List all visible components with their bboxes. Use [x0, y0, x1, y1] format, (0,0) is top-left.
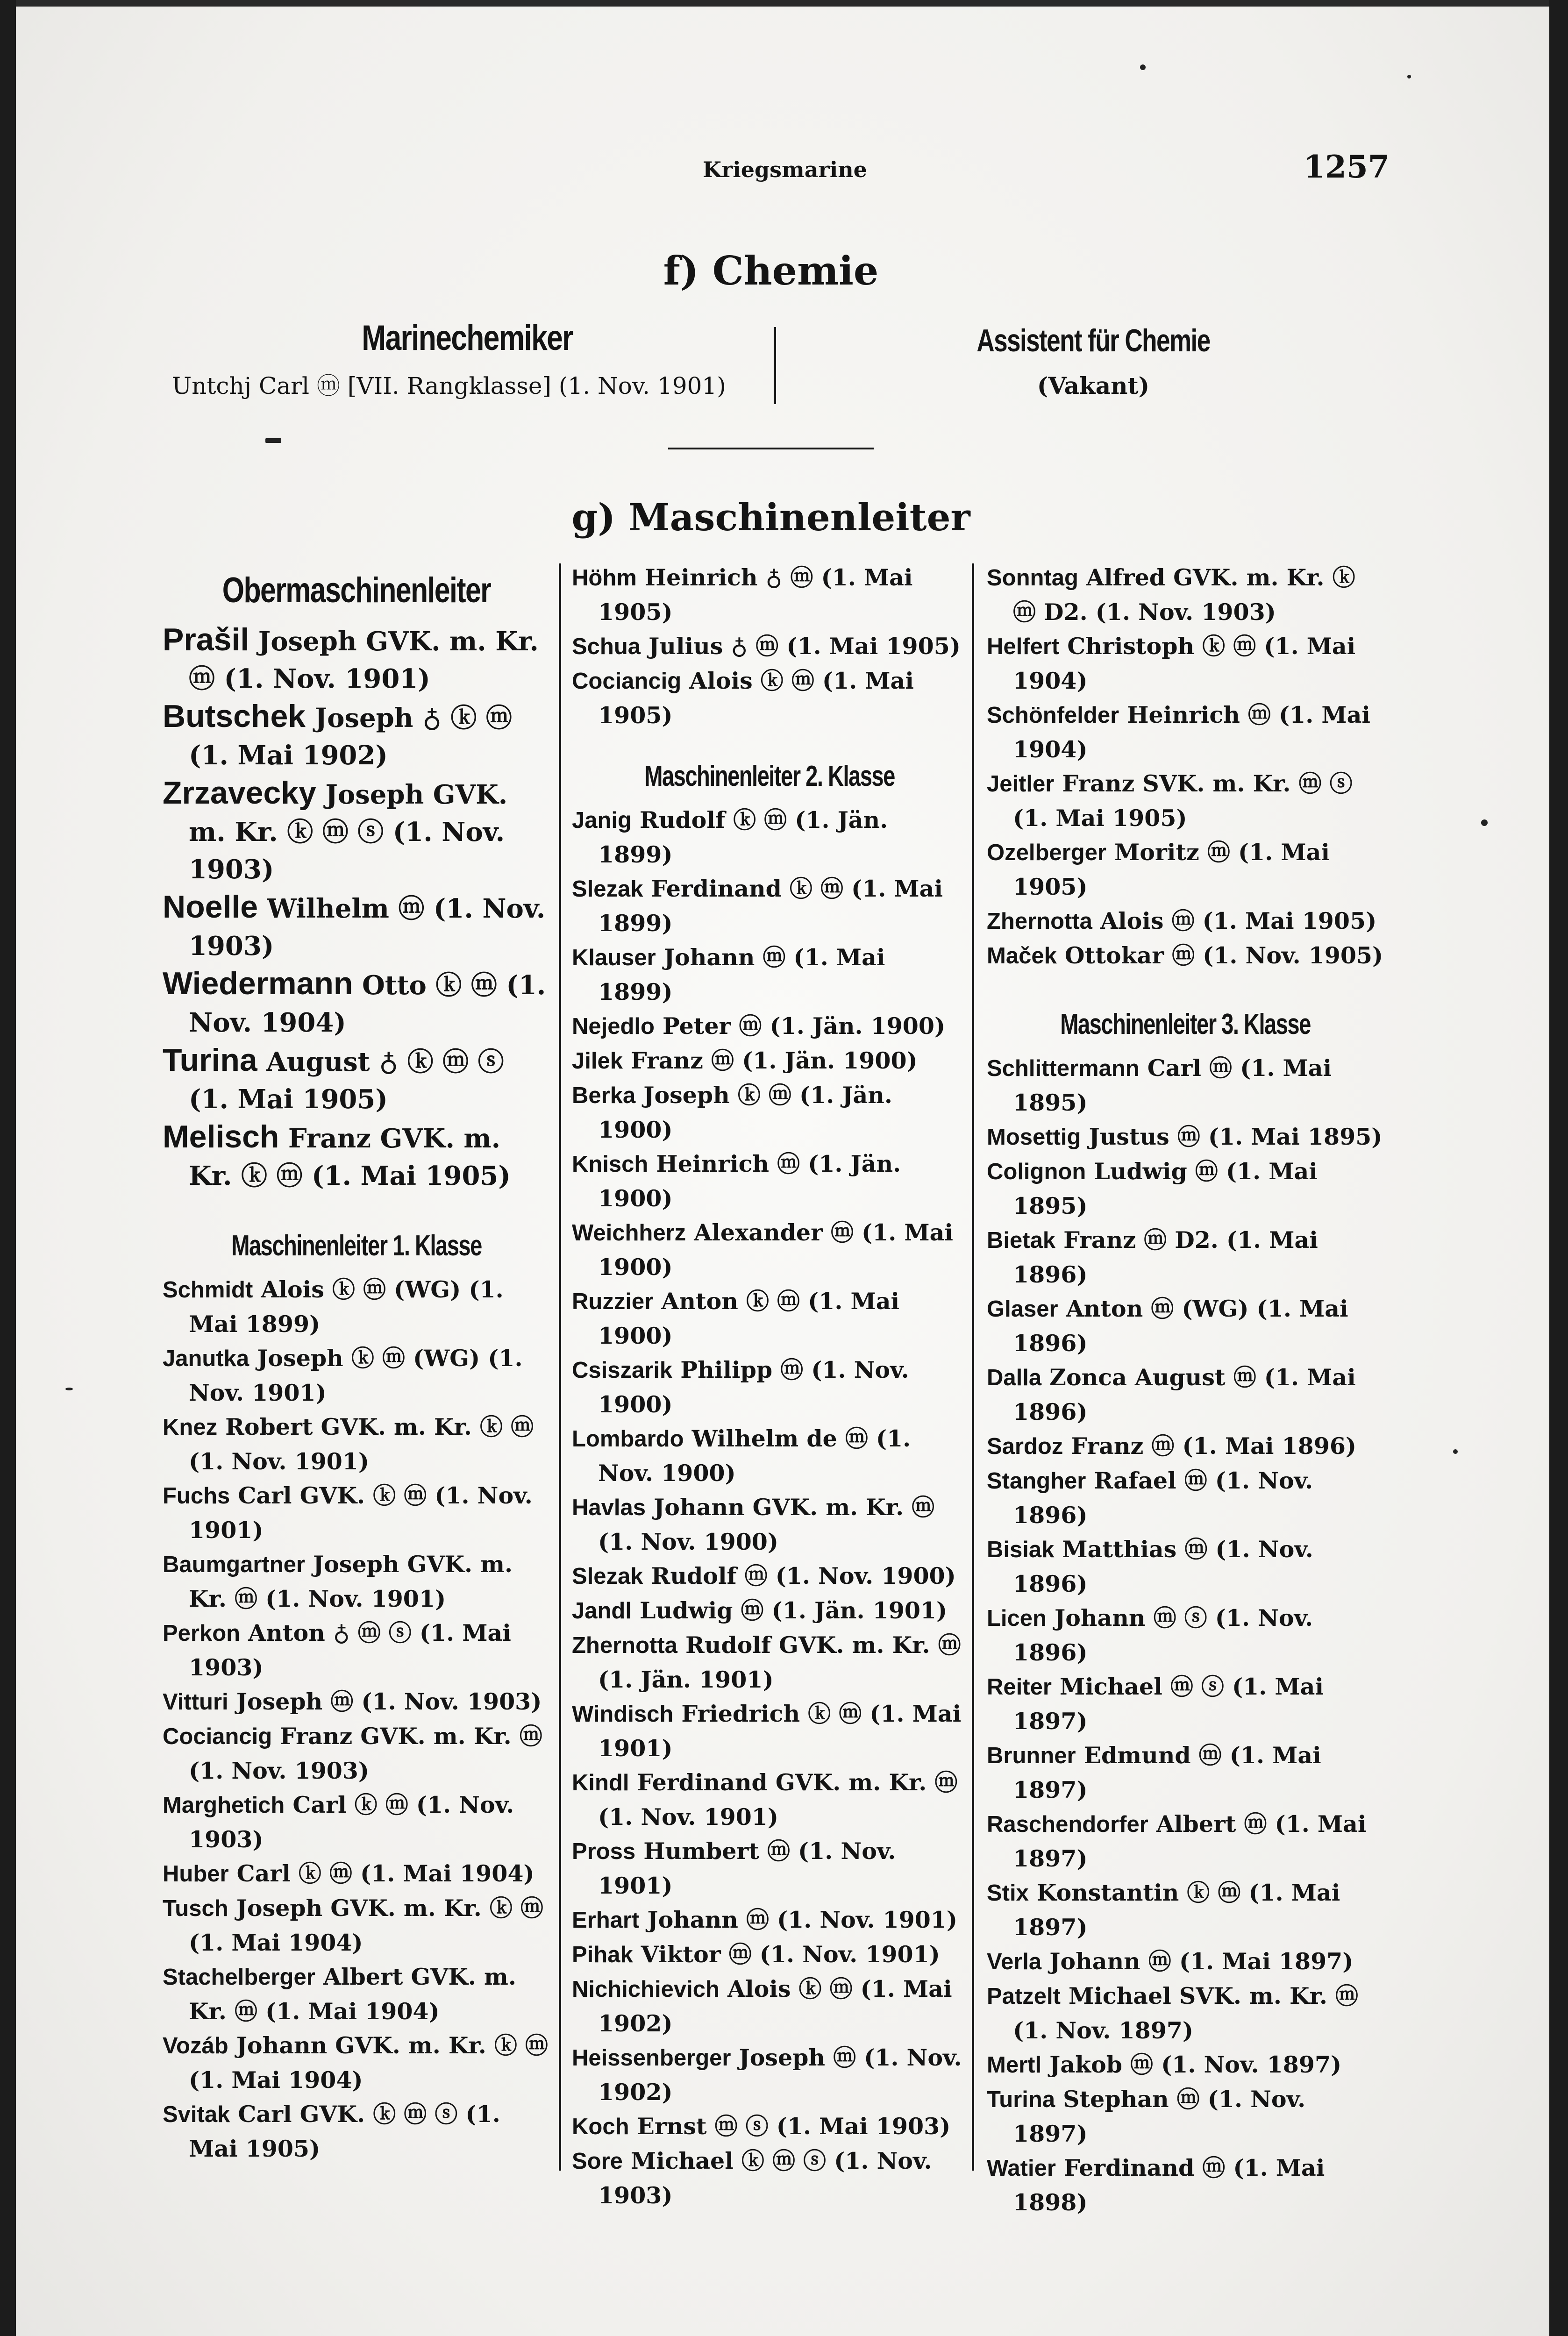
surname: Jilek	[572, 1048, 623, 1074]
surname: Vozáb	[163, 2033, 228, 2058]
entry-details: Joseph ⓚ ⓜ (WG) (1. Nov. 1901)	[189, 1345, 523, 1406]
surname: Nichichievich	[572, 1977, 720, 2002]
heading-obermaschinenleiter: Obermaschinenleiter	[222, 570, 491, 610]
surname: Melisch	[163, 1119, 279, 1154]
surname: Mosettig	[987, 1125, 1081, 1150]
list-klasse-1-col1	[163, 1273, 550, 2166]
entry-details: Michael ⓚ ⓜ ⓢ (1. Nov. 1903)	[598, 2147, 932, 2209]
surname: Cociancig	[572, 669, 682, 694]
list-item	[572, 1697, 967, 1766]
surname: Turina	[163, 1042, 257, 1078]
entry-marinechemiker: Untchj Carl ⓜ [VII. Rangklasse] (1. Nov. 1901)	[172, 372, 726, 399]
list-item	[987, 939, 1384, 973]
entry-details: Albert GVK. m. Kr. ⓜ (1. Mai 1904)	[189, 1963, 516, 2025]
surname: Ruzzier	[572, 1289, 654, 1314]
surname: Bietak	[987, 1228, 1056, 1253]
list-klasse-2-col2	[572, 803, 967, 2213]
entry-details: Jakob ⓜ (1. Nov. 1897)	[1041, 2051, 1342, 2078]
entry-details: Julius ♁ ⓜ (1. Mai 1905)	[641, 633, 961, 660]
surname: Wiedermann	[163, 966, 353, 1001]
list-item	[163, 965, 550, 1041]
entry-details: Konstantin ⓚ ⓜ (1. Mai 1897)	[1013, 1879, 1340, 1941]
list-item	[987, 767, 1384, 835]
list-item	[987, 561, 1384, 629]
entry-details: Alois ⓜ (1. Mai 1905)	[1092, 907, 1377, 934]
list-item	[572, 1284, 967, 1353]
list-item	[163, 2097, 550, 2166]
list-item	[987, 1807, 1384, 1876]
entry-details: Franz ⓜ D2. (1. Mai 1896)	[1013, 1226, 1318, 1288]
surname: Glaser	[987, 1296, 1058, 1322]
running-title: Kriegsmarine	[703, 157, 867, 182]
list-item	[572, 940, 967, 1009]
surname: Zhernotta	[987, 909, 1092, 934]
surname: Nejedlo	[572, 1014, 655, 1039]
surname: Heissenberger	[572, 2045, 731, 2071]
column-3	[987, 561, 1384, 2220]
surname: Schönfelder	[987, 703, 1119, 728]
surname: Maček	[987, 943, 1057, 969]
list-item	[572, 1147, 967, 1216]
list-item	[163, 1788, 550, 1857]
surname: Pross	[572, 1839, 636, 1864]
list-item	[987, 904, 1384, 939]
list-item	[163, 1118, 550, 1195]
entry-details: Zonca August ⓜ (1. Mai 1896)	[1013, 1364, 1356, 1425]
entry-details: Johann GVK. m. Kr. ⓚ ⓜ (1. Mai 1904)	[189, 2032, 548, 2094]
entry-details: Franz SVK. m. Kr. ⓜ ⓢ (1. Mai 1905)	[1013, 770, 1353, 832]
list-item	[572, 1044, 967, 1078]
surname: Lombardo	[572, 1426, 684, 1452]
surname: Koch	[572, 2114, 629, 2139]
entry-details: Heinrich ♁ ⓜ (1. Mai 1905)	[598, 564, 913, 626]
surname: Raschendorfer	[987, 1812, 1148, 1837]
list-item	[572, 1559, 967, 1594]
list-item	[572, 1766, 967, 1834]
list-item	[987, 1979, 1384, 2048]
list-item	[987, 1360, 1384, 1429]
surname: Helfert	[987, 634, 1060, 659]
section-heading-chemie: f) Chemie	[663, 248, 879, 294]
scan-border-left	[0, 0, 16, 2336]
list-item	[987, 1601, 1384, 1670]
surname: Schua	[572, 634, 641, 659]
entry-details: Ferdinand ⓜ (1. Mai 1898)	[1013, 2154, 1325, 2216]
entry-details: Wilhelm de ⓜ (1. Nov. 1900)	[598, 1425, 911, 1487]
entry-details: Robert GVK. m. Kr. ⓚ ⓜ (1. Nov. 1901)	[189, 1413, 534, 1475]
surname: Sore	[572, 2149, 623, 2174]
surname: Havlas	[572, 1495, 646, 1520]
entry-details: Franz GVK. m. Kr. ⓜ (1. Nov. 1903)	[189, 1723, 542, 1784]
list-item	[163, 1410, 550, 1479]
entry-details: Edmund ⓜ (1. Mai 1897)	[1013, 1742, 1321, 1803]
list-item	[572, 664, 967, 733]
list-item	[987, 1876, 1384, 1944]
surname: Höhm	[572, 565, 637, 591]
surname: Erhart	[572, 1908, 640, 1933]
surname: Knez	[163, 1415, 218, 1440]
list-item	[163, 888, 550, 965]
scan-speck	[1481, 819, 1488, 826]
surname: Noelle	[163, 889, 258, 925]
list-item	[572, 1937, 967, 1972]
surname: Weichherz	[572, 1220, 686, 1246]
surname: Reiter	[987, 1674, 1052, 1700]
surname: Patzelt	[987, 1984, 1061, 2009]
entry-details: Johann ⓜ (1. Mai 1897)	[1041, 1948, 1354, 1975]
column-divider-2	[972, 563, 974, 2171]
entry-details: Justus ⓜ (1. Mai 1895)	[1081, 1123, 1383, 1150]
scan-speck	[1407, 75, 1411, 78]
entry-details: Rudolf ⓚ ⓜ (1. Jän. 1899)	[598, 806, 888, 868]
entry-details: Friedrich ⓚ ⓜ (1. Mai 1901)	[598, 1700, 962, 1762]
entry-details: Joseph ⓜ (1. Nov. 1903)	[228, 1688, 542, 1715]
surname: Schmidt	[163, 1277, 253, 1303]
entry-details: Heinrich ⓜ (1. Jän. 1900)	[598, 1150, 901, 1212]
list-item	[987, 1429, 1384, 1464]
entry-details: Joseph ♁ ⓚ ⓜ (1. Mai 1902)	[189, 703, 512, 771]
surname: Janutka	[163, 1346, 249, 1371]
section-heading-maschinenleiter: g) Maschinenleiter	[571, 495, 970, 539]
list-item	[572, 1834, 967, 1903]
entry-details: Carl ⓚ ⓜ (1. Mai 1904)	[228, 1860, 535, 1887]
entry-details: Matthias ⓜ (1. Nov. 1896)	[1013, 1536, 1313, 1597]
entry-details: Anton ♁ ⓜ ⓢ (1. Mai 1903)	[189, 1619, 511, 1681]
list-item	[163, 774, 550, 888]
list-item	[163, 621, 550, 698]
list-item	[572, 803, 967, 872]
entry-details: Peter ⓜ (1. Jän. 1900)	[654, 1012, 946, 1040]
entry-details: Johann ⓜ (1. Nov. 1901)	[639, 1906, 958, 1933]
column-2	[572, 561, 967, 2213]
list-item	[987, 629, 1384, 698]
list-item	[572, 1078, 967, 1147]
entry-details: Heinrich ⓜ (1. Mai 1904)	[1013, 701, 1370, 763]
entry-details: Humbert ⓜ (1. Nov. 1901)	[598, 1837, 896, 1899]
scan-speck	[265, 438, 281, 443]
entry-details: Carl ⓚ ⓜ (1. Nov. 1903)	[189, 1791, 514, 1853]
list-item	[163, 1857, 550, 1891]
list-item	[987, 1223, 1384, 1292]
surname: Jeitler	[987, 771, 1055, 797]
surname: Marghetich	[163, 1793, 285, 1818]
list-item	[572, 2144, 967, 2213]
surname: Stix	[987, 1880, 1029, 1906]
list-item	[987, 1532, 1384, 1601]
entry-details: Johann ⓜ (1. Mai 1899)	[598, 944, 885, 1005]
surname: Watier	[987, 2156, 1056, 2181]
section-rule	[668, 448, 874, 449]
list-item	[987, 1120, 1384, 1154]
list-klasse-1-col2	[572, 561, 967, 733]
entry-details: Alfred GVK. m. Kr. ⓚ ⓜ D2. (1. Nov. 1903)	[1013, 564, 1355, 626]
list-item	[987, 2048, 1384, 2082]
list-item	[163, 698, 550, 774]
list-item	[987, 2082, 1384, 2151]
entry-details: Rudolf ⓜ (1. Nov. 1900)	[643, 1562, 956, 1589]
list-item	[163, 1479, 550, 1547]
entry-details: Alois ⓚ ⓜ (1. Mai 1902)	[598, 1975, 952, 2037]
list-item	[163, 1719, 550, 1788]
list-item	[163, 1341, 550, 1410]
list-item	[987, 698, 1384, 767]
surname: Fuchs	[163, 1483, 230, 1509]
entry-details: Ludwig ⓜ (1. Mai 1895)	[1013, 1158, 1318, 1219]
list-item	[987, 835, 1384, 904]
heading-marinechemiker: Marinechemiker	[362, 318, 573, 358]
surname: Sardoz	[987, 1434, 1063, 1459]
list-item	[987, 1670, 1384, 1738]
surname: Csiszarik	[572, 1358, 673, 1383]
entry-details: Alois ⓚ ⓜ (WG) (1. Mai 1899)	[189, 1276, 504, 1338]
entry-details: Joseph GVK. m. Kr. ⓜ (1. Nov. 1901)	[189, 1551, 513, 1612]
surname: Slezak	[572, 1564, 643, 1589]
surname: Perkon	[163, 1621, 241, 1646]
entry-details: Franz ⓜ (1. Jän. 1900)	[622, 1047, 918, 1074]
surname: Stachelberger	[163, 1965, 315, 1990]
entry-details: Ernst ⓜ ⓢ (1. Mai 1903)	[629, 2113, 951, 2140]
column-divider-1	[559, 563, 561, 2171]
list-item	[572, 1903, 967, 1937]
entry-details: Viktor ⓜ (1. Nov. 1901)	[633, 1941, 940, 1968]
entry-details: Rudolf GVK. m. Kr. ⓜ (1. Jän. 1901)	[598, 1631, 961, 1693]
surname: Slezak	[572, 876, 643, 902]
entry-details: Otto ⓚ ⓜ (1. Nov. 1904)	[189, 970, 546, 1038]
entry-details: Moritz ⓜ (1. Mai 1905)	[1013, 839, 1330, 900]
entry-details: Ludwig ⓜ (1. Jän. 1901)	[631, 1597, 948, 1624]
entry-details: Wilhelm ⓜ (1. Nov. 1903)	[189, 893, 546, 961]
heading-klasse-2: Maschinenleiter 2. Klasse	[644, 760, 895, 792]
column-divider-chemie	[774, 327, 776, 404]
surname: Verla	[987, 1949, 1042, 1974]
list-item	[987, 1464, 1384, 1532]
entry-details: Carl GVK. ⓚ ⓜ (1. Nov. 1901)	[189, 1482, 533, 1544]
heading-klasse-1: Maschinenleiter 1. Klasse	[231, 1230, 482, 1262]
surname: Kindl	[572, 1770, 629, 1795]
list-item	[163, 1685, 550, 1719]
entry-details: Carl ⓜ (1. Mai 1895)	[1013, 1054, 1332, 1116]
surname: Svitak	[163, 2102, 230, 2127]
surname: Huber	[163, 1861, 229, 1887]
surname: Berka	[572, 1083, 636, 1108]
entry-details: Anton ⓚ ⓜ (1. Mai 1900)	[598, 1288, 900, 1349]
list-item	[163, 2029, 550, 2097]
list-item	[987, 1051, 1384, 1120]
heading-klasse-3: Maschinenleiter 3. Klasse	[1060, 1008, 1311, 1040]
list-item	[987, 1738, 1384, 1807]
list-item	[572, 1216, 967, 1284]
entry-details: Alois ⓚ ⓜ (1. Mai 1905)	[598, 667, 914, 729]
entry-details: Johann GVK. m. Kr. ⓜ (1. Nov. 1900)	[598, 1494, 935, 1555]
surname: Turina	[987, 2087, 1055, 2112]
surname: Ozelberger	[987, 840, 1106, 865]
list-item	[572, 872, 967, 940]
entry-details: Stephan ⓜ (1. Nov. 1897)	[1013, 2086, 1306, 2147]
list-item	[572, 1009, 967, 1044]
surname: Licen	[987, 1606, 1047, 1631]
entry-details: Anton ⓜ (WG) (1. Mai 1896)	[1013, 1295, 1348, 1357]
entry-details: Joseph GVK. m. Kr. ⓚ ⓜ ⓢ (1. Nov. 1903)	[189, 779, 508, 885]
surname: Tusch	[163, 1896, 228, 1921]
list-item	[572, 1353, 967, 1422]
surname: Vitturi	[163, 1689, 228, 1715]
entry-details: Ferdinand ⓚ ⓜ (1. Mai 1899)	[598, 875, 943, 937]
list-item	[572, 1594, 967, 1628]
list-item	[572, 2109, 967, 2144]
list-item	[987, 1154, 1384, 1223]
surname: Schlittermann	[987, 1056, 1140, 1081]
entry-details: Albert ⓜ (1. Mai 1897)	[1013, 1810, 1367, 1872]
list-item	[572, 561, 967, 629]
entry-details: Joseph GVK. m. Kr. ⓜ (1. Nov. 1901)	[189, 626, 539, 694]
surname: Cociancig	[163, 1724, 272, 1749]
surname: Butschek	[163, 698, 306, 734]
list-item	[572, 1972, 967, 2041]
entry-details: Joseph GVK. m. Kr. ⓚ ⓜ (1. Mai 1904)	[189, 1894, 543, 1956]
surname: Klauser	[572, 945, 656, 970]
list-item	[572, 1628, 967, 1697]
surname: Janig	[572, 808, 632, 833]
list-item	[572, 629, 967, 664]
list-klasse-3-col3	[987, 1051, 1384, 2220]
surname: Baumgartner	[163, 1552, 305, 1577]
surname: Knisch	[572, 1152, 649, 1177]
surname: Brunner	[987, 1743, 1076, 1768]
entry-details: Franz ⓜ (1. Mai 1896)	[1063, 1432, 1357, 1460]
column-1	[163, 561, 550, 2166]
surname: Bisiak	[987, 1537, 1055, 1562]
surname: Pihak	[572, 1942, 633, 1967]
entry-details: Joseph ⓚ ⓜ (1. Jän. 1900)	[598, 1082, 892, 1143]
page-number: 1257	[1304, 149, 1390, 185]
list-item	[163, 1960, 550, 2029]
surname: Jandl	[572, 1598, 632, 1624]
entry-details: Joseph ⓜ (1. Nov. 1902)	[598, 2044, 962, 2106]
surname: Zhernotta	[572, 1633, 677, 1658]
surname: Sonntag	[987, 565, 1078, 591]
list-obermaschinenleiter	[163, 621, 550, 1195]
list-item	[163, 1547, 550, 1616]
entry-details: Michael ⓜ ⓢ (1. Mai 1897)	[1013, 1673, 1324, 1735]
list-klasse-2-col3	[987, 561, 1384, 973]
list-item	[163, 1616, 550, 1685]
list-item	[987, 2151, 1384, 2220]
surname: Zrzavecky	[163, 775, 316, 811]
scan-border-top	[0, 0, 1568, 7]
entry-details: Michael SVK. m. Kr. ⓜ (1. Nov. 1897)	[1013, 1982, 1359, 2044]
surname: Dalla	[987, 1365, 1042, 1390]
entry-details: Ferdinand GVK. m. Kr. ⓜ (1. Nov. 1901)	[598, 1769, 958, 1830]
scan-speck	[1140, 64, 1146, 70]
list-item	[572, 1490, 967, 1559]
surname: Mertl	[987, 2052, 1042, 2078]
surname: Windisch	[572, 1702, 674, 1727]
list-item	[163, 1273, 550, 1341]
list-item	[163, 1041, 550, 1118]
entry-assistent-chemie: (Vakant)	[1037, 372, 1150, 399]
list-item	[572, 2041, 967, 2109]
entry-details: Philipp ⓜ (1. Nov. 1900)	[598, 1356, 909, 1418]
scan-border-right	[1549, 0, 1568, 2336]
surname: Colignon	[987, 1159, 1086, 1184]
entry-details: Carl GVK. ⓚ ⓜ ⓢ (1. Mai 1905)	[189, 2101, 500, 2162]
surname: Stangher	[987, 1468, 1086, 1494]
list-item	[572, 1422, 967, 1490]
entry-details: Alexander ⓜ (1. Mai 1900)	[598, 1219, 953, 1281]
heading-assistent-chemie: Assistent für Chemie	[976, 323, 1210, 358]
entry-details: August ♁ ⓚ ⓜ ⓢ (1. Mai 1905)	[189, 1047, 504, 1115]
entry-details: Ottokar ⓜ (1. Nov. 1905)	[1056, 942, 1383, 969]
scan-speck	[65, 1388, 73, 1390]
scan-speck	[1453, 1449, 1458, 1454]
list-item	[163, 1891, 550, 1960]
list-item	[987, 1292, 1384, 1360]
entry-details: Franz GVK. m. Kr. ⓚ ⓜ (1. Mai 1905)	[189, 1123, 511, 1191]
list-item	[987, 1944, 1384, 1979]
surname: Prašil	[163, 622, 249, 657]
entry-details: Rafael ⓜ (1. Nov. 1896)	[1013, 1467, 1313, 1529]
entry-details: Christoph ⓚ ⓜ (1. Mai 1904)	[1013, 633, 1356, 694]
entry-details: Johann ⓜ ⓢ (1. Nov. 1896)	[1013, 1604, 1313, 1666]
